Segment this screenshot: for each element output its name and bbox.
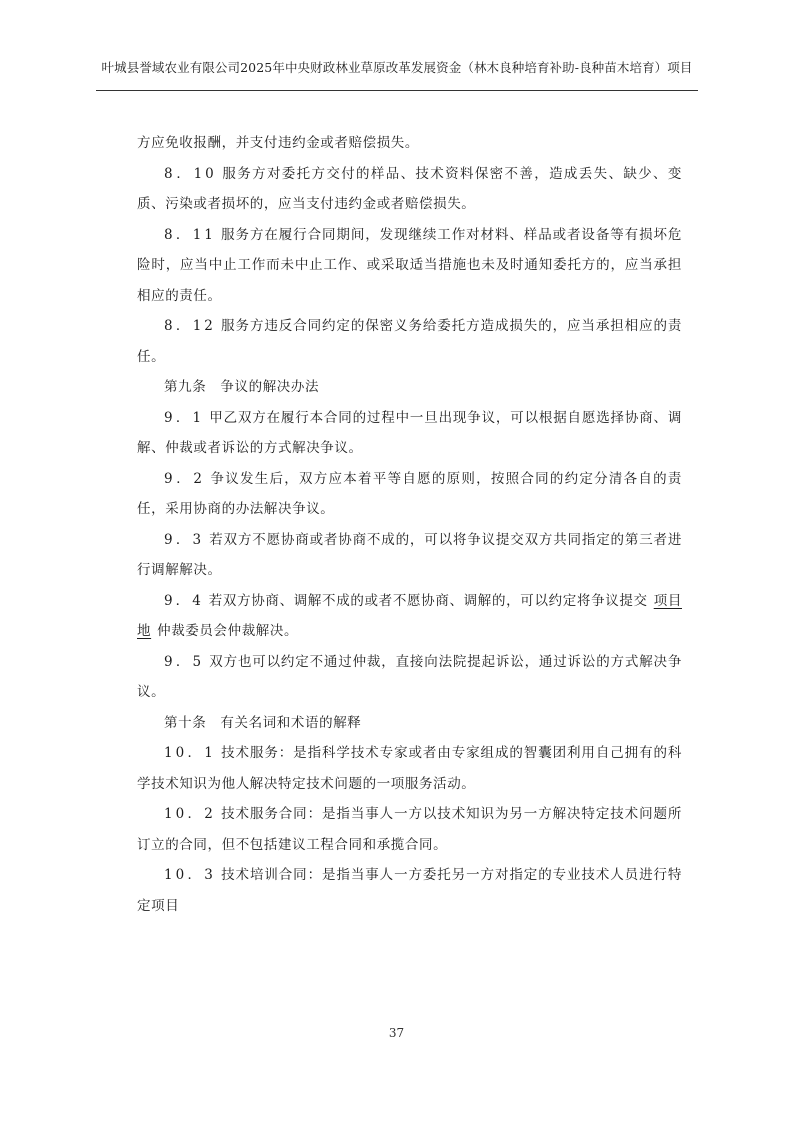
clause-text: 若双方不愿协商或者协商不成的，可以将争议提交双方共同指定的第三者进行调解解决。 [137, 531, 682, 578]
clause-number: 8．12 [164, 318, 216, 334]
clause-number: 9．4 [164, 592, 204, 609]
clause-text: 甲乙双方在履行本合同的过程中一旦出现争议，可以根据自愿选择协商、调解、仲裁或者诉讼的方式解决争议。 [137, 409, 682, 456]
clause-number: 10．1 [164, 745, 216, 761]
clause-number: 9．3 [164, 531, 205, 548]
document-body [137, 128, 682, 921]
clause-number: 10．3 [164, 867, 216, 883]
clause-text: 服务方在履行合同期间，发现继续工作对材料、样品或者设备等有损坏危险时，应当中止工作而未中止工作、或采取适当措施也未及时通知委托方的，应当承担相应的责任。 [137, 226, 682, 304]
document-header: 叶城县誉域农业有限公司2025年中央财政林业草原改革发展资金（林木良种培育补助-良种苗木培育）项目 [101, 60, 693, 75]
clause-text-before: 若双方协商、调解不成的或者不愿协商、调解的，可以约定将争议提交 [208, 592, 648, 609]
article-heading-text: 第十条 有关名词和术语的解释 [164, 714, 362, 731]
page-number: 37 [388, 1026, 405, 1040]
clause-text: 技术服务：是指科学技术专家或者由专家组成的智囊团利用自己拥有的科学技术知识为他人解决特定技术问题的一项服务活动。 [137, 745, 682, 792]
clause-number: 8．11 [164, 226, 216, 243]
clause-text: 技术服务合同：是指当事人一方以技术知识为另一方解决特定技术问题所订立的合同，但不包括建议工程合同和承揽合同。 [137, 806, 682, 853]
clause-number: 10．2 [164, 806, 216, 822]
article-heading-text: 第九条 争议的解决办法 [164, 379, 320, 395]
clause-9-2 [137, 464, 682, 525]
clause-8-12 [137, 311, 682, 372]
clause-10-3 [137, 860, 682, 921]
clause-number: 9．1 [164, 409, 205, 426]
clause-number: 9．2 [164, 470, 205, 487]
clause-text: 服务方对委托方交付的样品、技术资料保密不善，造成丢失、缺少、变质、污染或者损坏的，应当支付违约金或者赔偿损失。 [137, 165, 682, 212]
paragraph-continuation [137, 128, 682, 159]
clause-text: 服务方违反合同约定的保密义务给委托方造成损失的，应当承担相应的责任。 [137, 318, 682, 365]
article-10-heading [137, 708, 682, 739]
paragraph-text: 方应免收报酬，并支付违约金或者赔偿损失。 [137, 135, 419, 151]
header-divider [96, 90, 698, 91]
clause-number: 8．10 [164, 165, 217, 182]
clause-text: 争议发生后，双方应本着平等自愿的原则，按照合同的约定分清各自的责任，采用协商的办法解决争议。 [137, 470, 682, 517]
clause-8-11 [137, 220, 682, 312]
clause-9-4 [137, 586, 682, 647]
clause-text: 双方也可以约定不通过仲裁，直接向法院提起诉讼，通过诉讼的方式解决争议。 [137, 653, 682, 700]
clause-10-2 [137, 799, 682, 860]
clause-9-3 [137, 525, 682, 586]
clause-9-1 [137, 403, 682, 464]
article-9-heading [137, 372, 682, 403]
clause-10-1 [137, 738, 682, 799]
clause-9-5 [137, 647, 682, 708]
clause-number: 9．5 [164, 653, 205, 670]
clause-text-after: 仲裁委员会仲裁解决。 [157, 623, 299, 639]
clause-8-10 [137, 159, 682, 220]
underlined-fill-in: 项目地 [137, 592, 682, 639]
clause-text: 技术培训合同：是指当事人一方委托另一方对指定的专业技术人员进行特定项目 [137, 867, 682, 914]
